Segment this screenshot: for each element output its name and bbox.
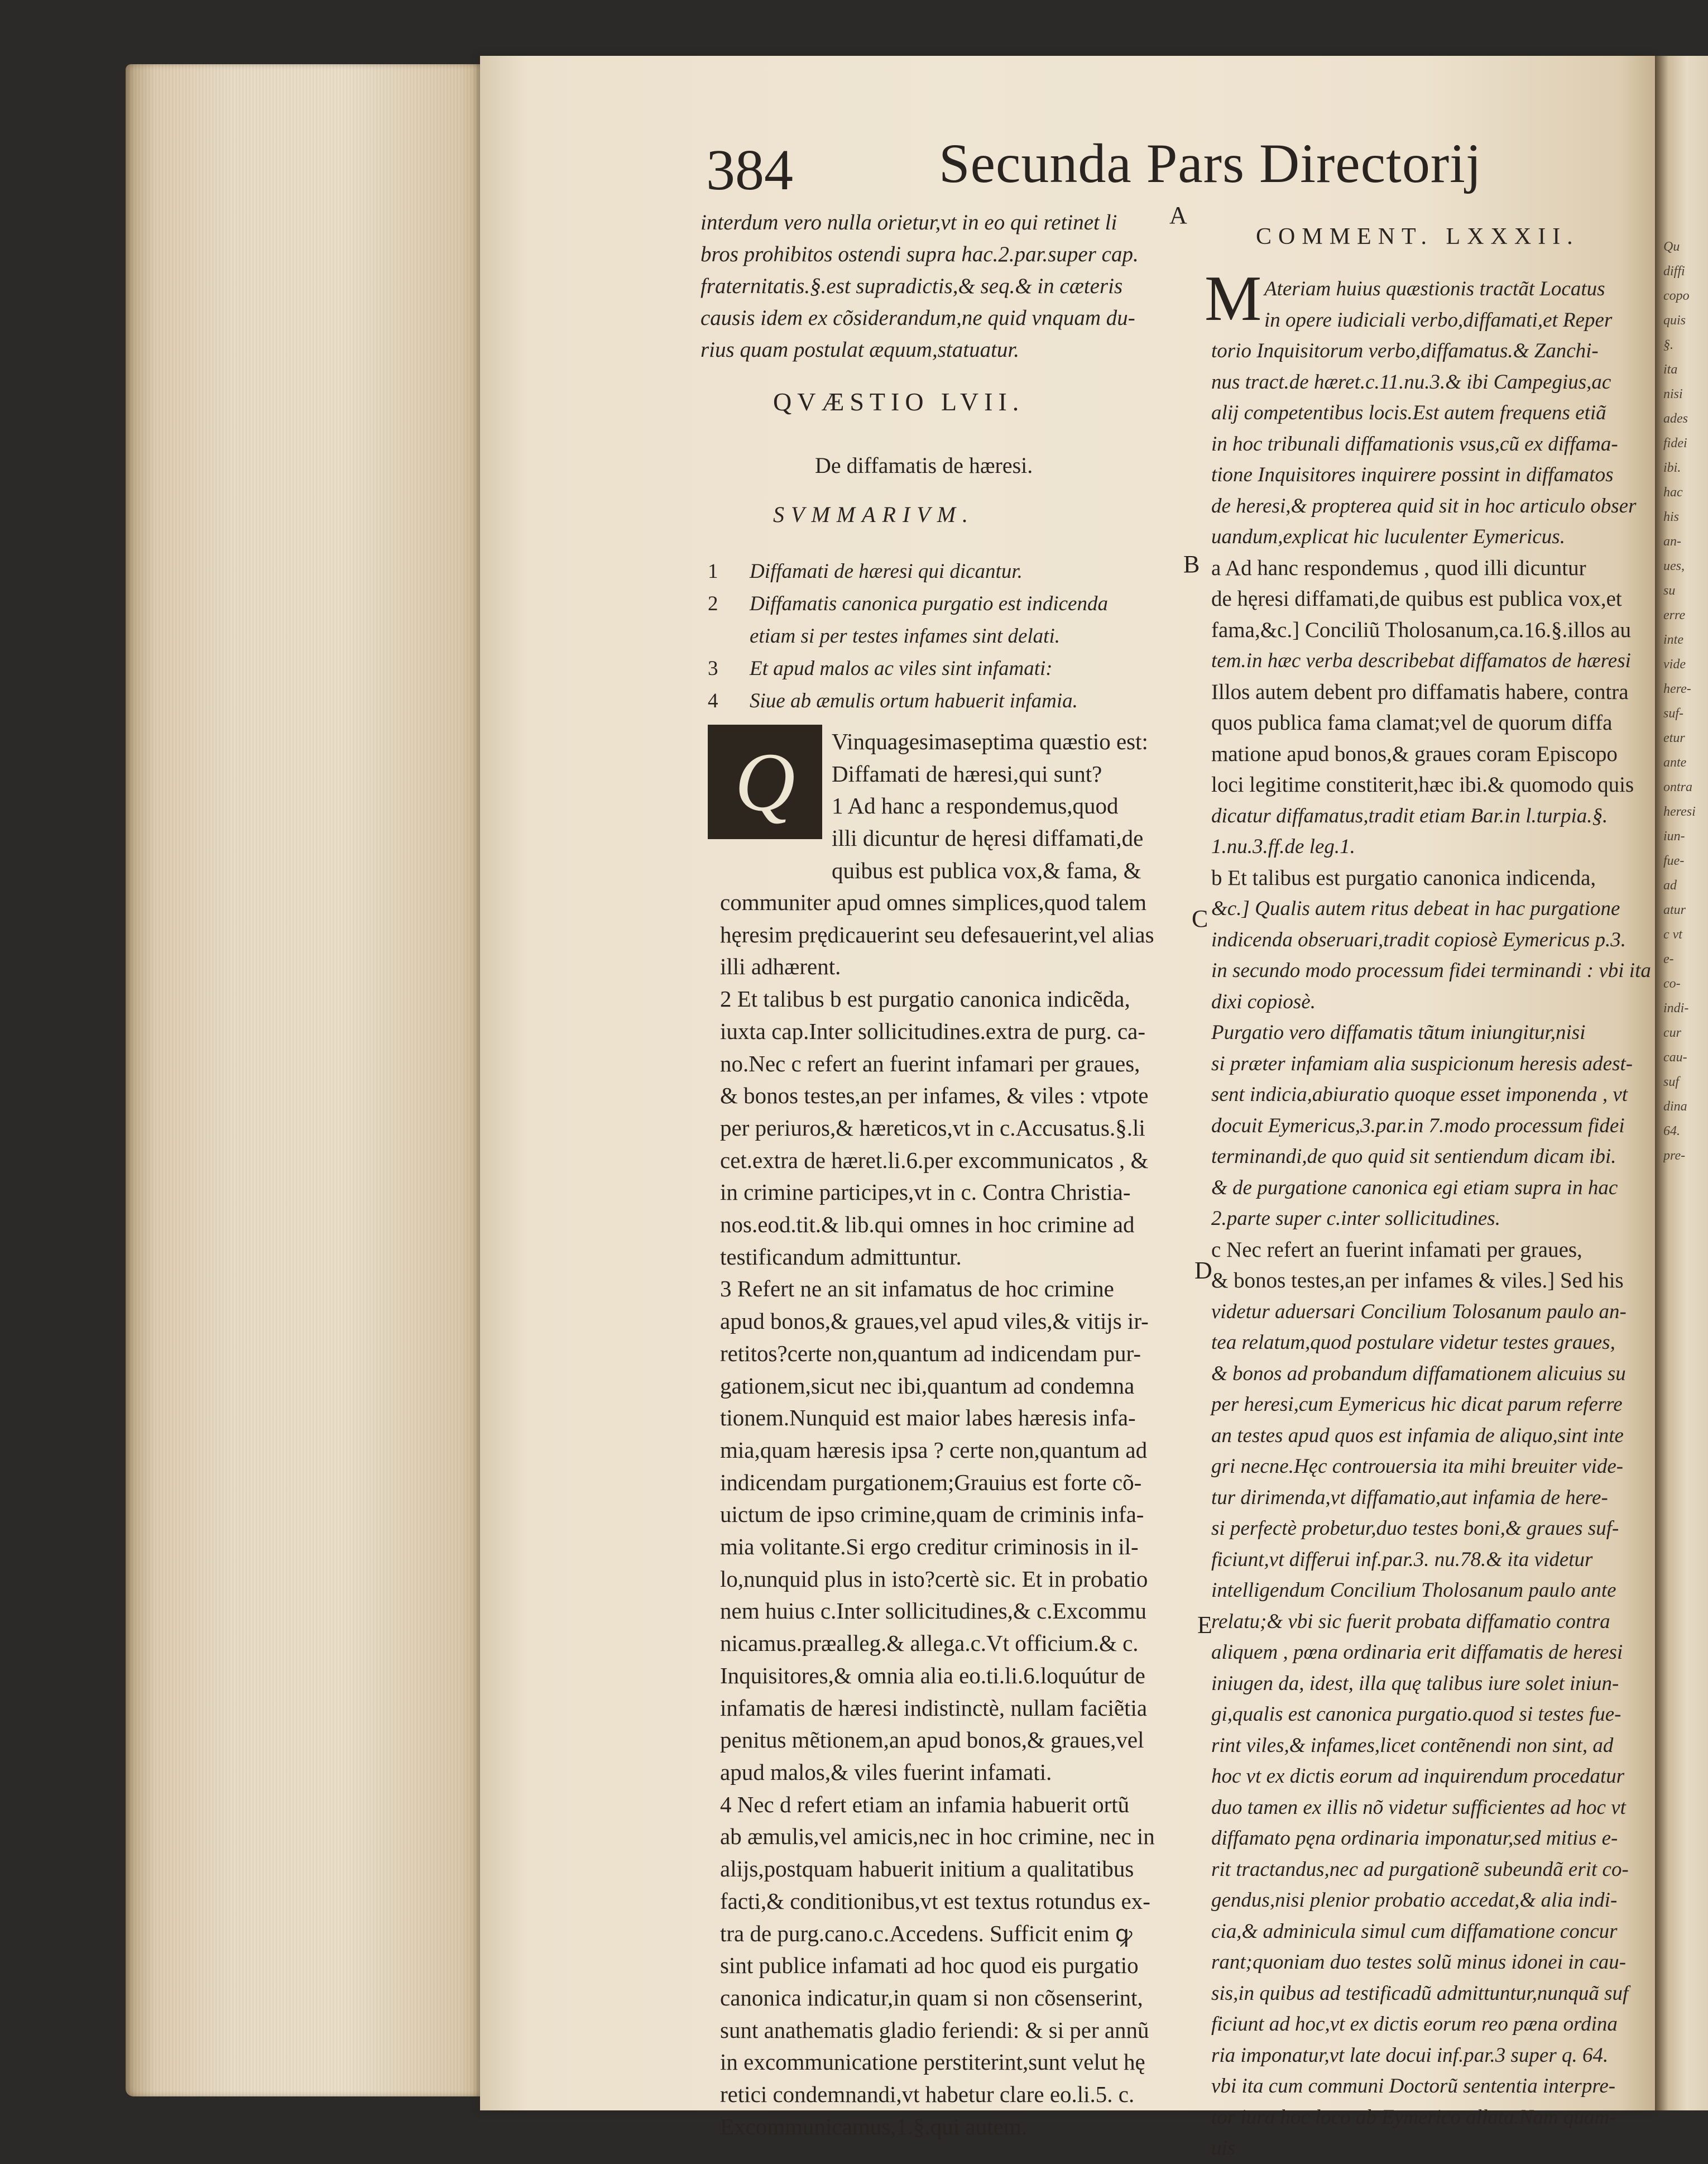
margin-letter-a: A [1169, 202, 1187, 229]
summarium-item [708, 653, 1108, 685]
text-line: tea relatum,quod postulare videtur testes graues, [1211, 1331, 1615, 1354]
text-line: gendus,nisi plenior probatio accedat,& alia indi- [1211, 1889, 1618, 1912]
fragment: etur [1663, 731, 1685, 745]
fragment: suf [1663, 1075, 1680, 1089]
fragment: quis [1663, 313, 1686, 328]
text-line: in crimine participes,vt in c. Contra Christia- [720, 1179, 1131, 1205]
fragment: pre- [1663, 1148, 1686, 1163]
fragment: fidei [1663, 436, 1687, 451]
fragment: cau- [1663, 1050, 1687, 1065]
text-line: rit tractandus,nec ad purgationẽ subeundã erit co- [1211, 1857, 1629, 1881]
fragment: cur [1663, 1026, 1681, 1040]
text-line: & de purgatione canonica egi etiam supra in hac [1211, 1176, 1618, 1199]
summarium-text: Diffamatis canonica purgatio est indicenda [750, 592, 1108, 615]
summarium-number: 1 [708, 560, 718, 583]
text-line: Inquisitores,& omnia alia eo.ti.li.6.loquútur de [720, 1662, 1145, 1688]
text-line: alij competentibus locis.Est autem frequens etiã [1211, 401, 1606, 424]
text-line: iniugen da, idest, illa quę talibus iure solet iniun- [1211, 1672, 1619, 1695]
text-line: in secundo modo processum fidei terminandi : vbi ita [1211, 959, 1651, 982]
text-line: apud bonos,& graues,vel apud viles,& vitijs ir- [720, 1308, 1149, 1334]
text-line: an testes apud quos est infamia de aliquo,sint inte [1211, 1424, 1624, 1447]
fragment: diffi [1663, 264, 1685, 279]
summarium-text: etiam si per testes infames sint delati. [750, 625, 1060, 648]
summarium-item [708, 556, 1108, 588]
text-line: fama,&c.] Conciliũ Tholosanum,ca.16.§.illos au [1211, 617, 1632, 642]
text-line: quos publica fama clamat;vel de quorum diffa [1211, 711, 1613, 735]
summarium-number: 2 [708, 592, 718, 615]
book-page-edges [126, 64, 488, 2096]
text-line: aliquem , pœna ordinaria erit diffamatis de heresi [1211, 1641, 1623, 1664]
text-line: rant;quoniam duo testes solũ minus idonei in cau- [1211, 1951, 1627, 1974]
text-line: de hęresi diffamati,de quibus est publica vox,et [1211, 587, 1622, 611]
right-column-text [1211, 274, 1651, 2164]
text-line: retici condemnandi,vt habetur clare eo.li.5. c. [720, 2081, 1135, 2108]
text-line: infamatis de hæresi indistinctè, nullam faciẽtia [720, 1694, 1148, 1721]
fragment: nisi [1663, 387, 1683, 401]
text-line: rint viles,& infames,licet contẽnendi non sint, ad [1211, 1734, 1614, 1757]
text-line: gationem,sicut nec ibi,quantum ad condemna [720, 1372, 1135, 1399]
text-line: de heresi,& propterea quid sit in hoc articulo obser [1211, 494, 1637, 518]
summarium-item [708, 685, 1108, 717]
text-line: 4 Nec d refert etiam an infamia habuerit ortũ [720, 1791, 1130, 1817]
margin-letter-d: D [1194, 1257, 1212, 1284]
text-line: nicamus.præalleg.& allega.c.Vt officium.& c. [720, 1630, 1139, 1656]
text-line: causis idem ex cõsiderandum,ne quid vnquam du- [701, 306, 1135, 330]
fragment: heresi [1663, 805, 1696, 819]
text-line: uictum de ipso crimine,quam de criminis infa- [720, 1501, 1144, 1528]
text-line: canonica indicatur,in quam si non cõsenserint, [720, 1984, 1143, 2010]
text-line: nus tract.de hæret.c.11.nu.3.& ibi Campegius,ac [1211, 370, 1611, 394]
fragment: e- [1663, 952, 1674, 966]
text-line: relatu;& vbi sic fuerit probata diffamatio contra [1211, 1610, 1610, 1633]
text-line: si perfectè probetur,duo testes boni,& graues suf- [1211, 1517, 1619, 1540]
text-line: gri necne.Hęc controuersia ita mihi breuiter vide- [1211, 1455, 1624, 1478]
fragment: iun- [1663, 829, 1685, 844]
text-line: tur dirimenda,vt diffamatio,aut infamia de here- [1211, 1486, 1608, 1509]
fragment: ues, [1663, 559, 1685, 573]
text-line: ficiunt,vt differui inf.par.3. nu.78.& ita videtur [1211, 1548, 1593, 1571]
text-line: sint publice infamati ad hoc quod eis purgatio [720, 1952, 1139, 1979]
fragment: here- [1663, 682, 1691, 696]
text-line: indicendam purgationem;Grauius est forte cõ- [720, 1469, 1142, 1495]
facing-page-fragments [1663, 234, 1702, 1168]
text-line: videtur aduersari Concilium Tolosanum paulo an- [1211, 1300, 1627, 1323]
margin-letter-e: E [1197, 1611, 1212, 1639]
text-line: alijs,postquam habuerit initium a qualitatibus [720, 1856, 1134, 1882]
text-line: uis [1211, 2137, 1236, 2160]
text-line: dicatur diffamatus,tradit etiam Bar.in l.turpia.§. [1211, 804, 1608, 827]
text-line: sis,in quibus ad testificadũ admittuntur,nunquã suf [1211, 1981, 1629, 2005]
fragment: ontra [1663, 780, 1693, 794]
comment-heading: COMMENT. LXXXII. [1256, 224, 1580, 250]
text-line: hęresim prędicauerint seu defesauerint,vel alias [720, 921, 1154, 947]
text-line: Diffamati de hæresi,qui sunt? [832, 760, 1102, 787]
text-line: in opere iudiciali verbo,diffamati,et Reper [1264, 308, 1613, 332]
text-line: 1.nu.3.ff.de leg.1. [1211, 835, 1355, 858]
fragment: ibi. [1663, 461, 1681, 475]
text-line: ficiunt ad hoc,vt ex dictis eorum reo pæna ordina [1211, 2013, 1618, 2036]
initial-letter: M [1205, 263, 1262, 334]
text-line: illi dicuntur de hęresi diffamati,de [832, 825, 1144, 851]
text-line: 2.parte super c.inter sollicitudines. [1211, 1207, 1500, 1230]
fragment: ad [1663, 878, 1677, 893]
page-number: 384 [706, 138, 793, 202]
fragment: vide [1663, 657, 1686, 672]
text-line: rius quam postulat æquum,statuatur. [701, 338, 1020, 362]
left-body-text [720, 887, 1155, 2143]
text-line: duo tamen ex illis nõ videtur sufficientes ad hoc vt [1211, 1796, 1626, 1819]
summarium-item [708, 620, 1108, 653]
left-top-lines [701, 207, 1192, 366]
fragment: his [1663, 510, 1680, 524]
text-line: & bonos ad probandum diffamationem alicuius su [1211, 1362, 1626, 1385]
summarium-number: 3 [708, 657, 718, 680]
text-line: 1 Ad hanc a respondemus,quod [832, 793, 1119, 819]
text-line: docuit Eymericus,3.par.in 7.modo processum fidei [1211, 1114, 1625, 1137]
left-column [701, 207, 1192, 366]
text-line: &c.] Qualis autem ritus debeat in hac purgatione [1211, 897, 1620, 920]
summarium-heading: SVMMARIVM. [773, 502, 975, 527]
text-line: bros prohibitos ostendi supra hac.2.par.super cap. [701, 242, 1139, 266]
fragment: ante [1663, 755, 1687, 770]
text-line: Purgatio vero diffamatis tãtum iniungitur,nisi [1211, 1021, 1586, 1044]
text-line: penitus mẽtionem,an apud bonos,& graues,vel [720, 1727, 1144, 1753]
text-line: vbi ita cum communi Doctorũ sententia interpre- [1211, 2075, 1616, 2098]
text-line: c Nec refert an fuerint infamati per graues, [1211, 1237, 1582, 1262]
text-line: nem huius c.Inter sollicitudines,& c.Excommu [720, 1598, 1147, 1624]
text-line: Illos autem debent pro diffamatis habere, contra [1211, 679, 1629, 704]
text-line: mia volitante.Si ergo creditur criminosis in il- [720, 1534, 1139, 1560]
text-line: ria imponatur,vt late docui inf.par.3 super q. 64. [1211, 2043, 1609, 2067]
text-line: torio Inquisitorum verbo,diffamatus.& Zanchi- [1211, 339, 1599, 362]
text-line: Excommunicamus,1.§.qui autem. [720, 2113, 1027, 2139]
text-line: b Et talibus est purgatio canonica indicenda, [1211, 865, 1596, 890]
text-line: tra de purg.cano.c.Accedens. Sufficit enim ꝙ [720, 1920, 1133, 1946]
text-line: 3 Refert ne an sit infamatus de hoc crimine [720, 1276, 1114, 1302]
fragment: su [1663, 583, 1676, 598]
summarium-number: 4 [708, 690, 718, 712]
fragment: copo [1663, 289, 1690, 303]
decorated-initial: Q [708, 725, 822, 839]
fragment: ita [1663, 362, 1678, 377]
text-line: no.Nec c refert an fuerint infamari per graues, [720, 1050, 1140, 1076]
initial-paragraph-lines [832, 726, 1148, 887]
text-line: & bonos testes,an per infames, & viles : vtpote [720, 1083, 1149, 1109]
fragment: suf- [1663, 706, 1683, 721]
text-line: communiter apud omnes simplices,quod talem [720, 889, 1147, 915]
fragment: inte [1663, 633, 1683, 647]
text-line: facti,& conditionibus,vt est textus rotundus ex- [720, 1888, 1150, 1914]
text-line: fraternitatis.§.est supradictis,& seq.& in cæteris [701, 274, 1123, 298]
summarium-item [708, 588, 1108, 620]
text-line: in excommunicatione perstiterint,sunt velut hę [720, 2049, 1145, 2075]
text-line: uandum,explicat hic luculenter Eymericus. [1211, 525, 1565, 548]
fragment: indi- [1663, 1001, 1689, 1016]
text-line: terminandi,de quo quid sit sentiendum dicam ibi. [1211, 1145, 1616, 1168]
fragment: erre [1663, 608, 1686, 623]
quaestio-heading: QVÆSTIO LVII. [773, 387, 1025, 416]
text-line: intelligendum Concilium Tholosanum paulo ante [1211, 1579, 1616, 1602]
text-line: per heresi,cum Eymericus hic dicat parum referre [1211, 1393, 1623, 1416]
text-line: si præter infamiam alia suspicionum heresis adest- [1211, 1052, 1633, 1075]
text-line: Vinquagesimaseptima quæstio est: [832, 729, 1148, 754]
text-line: tor iura hoc loco ab Eymerico allata.Nam quam- [1211, 2105, 1616, 2129]
summarium-list [708, 556, 1108, 717]
text-line: illi adhærent. [720, 954, 841, 980]
margin-letter-b: B [1183, 550, 1200, 578]
fragment: co- [1663, 976, 1681, 991]
text-line: apud malos,& viles fuerint infamati. [720, 1759, 1052, 1785]
text-line: Ateriam huius quæstionis tractãt Locatus [1264, 277, 1605, 300]
fragment: an- [1663, 534, 1681, 549]
text-line: ab æmulis,vel amicis,nec in hoc crimine, nec in [720, 1823, 1155, 1850]
text-line: dixi copiosè. [1211, 990, 1316, 1013]
text-line: quibus est publica vox,& fama, & [832, 857, 1141, 883]
text-line: tionem.Nunquid est maior labes hæresis infa- [720, 1405, 1136, 1431]
text-line: mia,quam hæresis ipsa ? certe non,quantum ad [720, 1437, 1148, 1463]
summarium-text: Siue ab æmulis ortum habuerit infamia. [750, 690, 1078, 712]
summarium-text: Diffamati de hæresi qui dicantur. [750, 560, 1023, 583]
text-line: retitos?certe non,quantum ad indicendam pur- [720, 1340, 1141, 1366]
text-line: sent indicia,abiuratio quoque esset imponenda , vt [1211, 1083, 1628, 1106]
fragment: ades [1663, 411, 1688, 426]
running-title: Secunda Pars Directorij [939, 132, 1482, 194]
fragment: atur [1663, 903, 1686, 917]
text-line: gi,qualis est canonica purgatio.quod si testes fue- [1211, 1703, 1621, 1726]
text-line: lo,nunquid plus in isto?certè sic. Et in probatio [720, 1565, 1148, 1592]
text-line: in hoc tribunali diffamationis vsus,cũ ex diffama- [1211, 432, 1618, 456]
text-line: cia,& adminicula simul cum diffamatione concur [1211, 1919, 1618, 1943]
fragment: Qu [1663, 240, 1680, 254]
text-line: tem.in hæc verba describebat diffamatos de hæresi [1211, 649, 1631, 672]
text-line: testificandum admittuntur. [720, 1243, 962, 1270]
text-line: tione Inquisitores inquirere possint in diffamatos [1211, 463, 1614, 486]
text-line: & bonos testes,an per infames & viles.] Sed his [1211, 1268, 1624, 1292]
summarium-text: Et apud malos ac viles sint infamati: [750, 657, 1053, 680]
text-line: iuxta cap.Inter sollicitudines.extra de purg. ca- [720, 1018, 1146, 1044]
text-line: 2 Et talibus b est purgatio canonica indicẽda, [720, 986, 1130, 1012]
text-line: cet.extra de hæret.li.6.per excommunicatos , & [720, 1147, 1149, 1173]
text-line: diffamato pęna ordinaria imponatur,sed mitius e- [1211, 1827, 1618, 1850]
fragment: c vt [1663, 927, 1682, 942]
fragment: 64. [1663, 1124, 1680, 1138]
fragment: hac [1663, 485, 1683, 500]
text-line: a Ad hanc respondemus , quod illi dicuntur [1211, 556, 1586, 580]
quaestio-subtitle: De diffamatis de hæresi. [815, 453, 1033, 478]
text-line: indicenda obseruari,tradit copiosè Eymericus p.3. [1211, 928, 1626, 951]
fragment: §. [1663, 338, 1673, 352]
text-line: hoc vt ex dictis eorum ad inquirendum procedatur [1211, 1765, 1625, 1788]
text-line: per periuros,& hæreticos,vt in c.Accusatus.§.li [720, 1114, 1145, 1141]
text-line: interdum vero nulla orietur,vt in eo qui retinet li [701, 210, 1117, 234]
text-line: loci legitime constiterit,hæc ibi.& quomodo quis [1211, 773, 1634, 797]
text-line: sunt anathematis gladio feriendi: & si per annũ [720, 2017, 1149, 2043]
fragment: dina [1663, 1099, 1687, 1114]
text-line: nos.eod.tit.& lib.qui omnes in hoc crimine ad [720, 1212, 1135, 1238]
text-line: matione apud bonos,& graues coram Episcopo [1211, 741, 1618, 766]
margin-letter-c: C [1192, 905, 1208, 932]
fragment: fue- [1663, 854, 1685, 868]
